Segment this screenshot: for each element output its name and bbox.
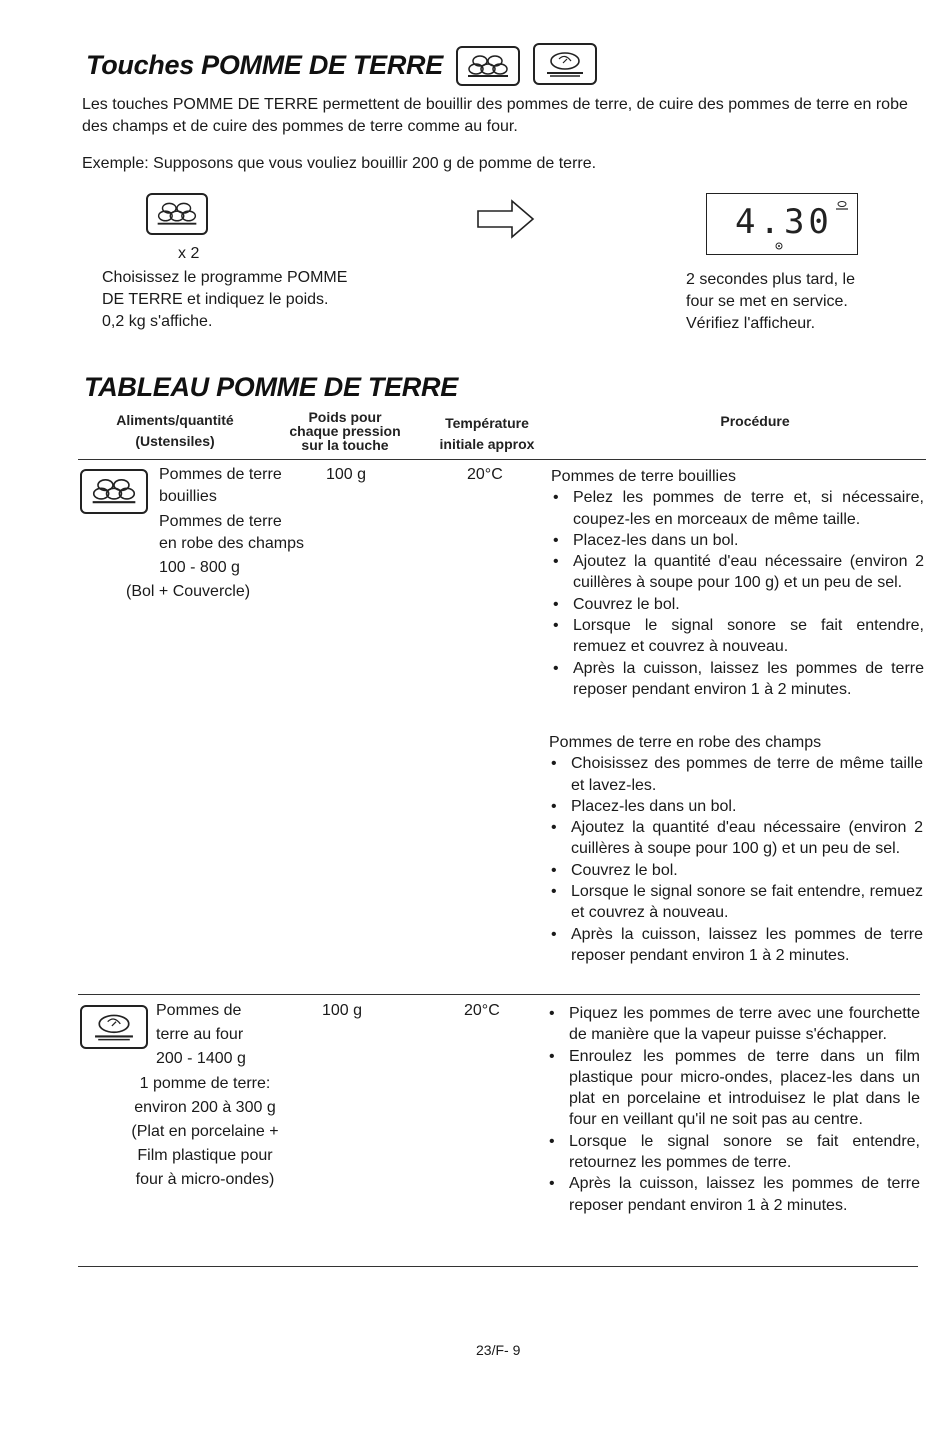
procedure-step: • Placez-les dans un bol. xyxy=(549,796,923,817)
procedure-step: • Lorsque le signal sonore se fait entendre, remuez et couvrez à nouveau. xyxy=(551,615,924,658)
potato-indicator-icon xyxy=(833,197,851,215)
example-sentence: Exemple: Supposons que vous vouliez bouillir 200 g de pomme de terre. xyxy=(82,155,597,172)
page-number: 23/F- 9 xyxy=(476,1342,521,1358)
procedure-step: • Pelez les pommes de terre et, si nécessaire, coupez-les en morceaux de même taille. xyxy=(551,487,924,530)
procedure-step: • Couvrez le bol. xyxy=(549,860,923,881)
header-food-line: (Ustensiles) xyxy=(135,433,215,449)
procedure-step: • Lorsque le signal sonore se fait entendre, remuez et couvrez à nouveau. xyxy=(549,881,923,924)
table-header-rule xyxy=(78,459,926,460)
row1-food-line: en robe des champs xyxy=(159,535,304,552)
procedure-step: • Enroulez les pommes de terre dans un film plastique pour micro-ondes, placez-les dans un plat en porcelaine et introduisez le plat dans le four en veillant qu'il ne soit pas au centre. xyxy=(547,1046,920,1131)
right-arrow-icon xyxy=(476,198,536,240)
header-temp-line: initiale approx xyxy=(439,436,535,452)
row1-temperature: 20°C xyxy=(467,466,503,483)
row1-procedure-jacket xyxy=(549,732,923,966)
step1-line: 0,2 kg s'affiche. xyxy=(102,313,213,330)
procedure-heading: Pommes de terre en robe des champs xyxy=(549,734,822,751)
row2-food-line: four à micro-ondes) xyxy=(135,1171,275,1188)
header-weight-line: chaque pression xyxy=(289,423,401,439)
row2-food-line: Film plastique pour xyxy=(137,1147,273,1164)
row2-weight: 100 g xyxy=(322,1002,363,1019)
section-title-potato-keys: Touches POMME DE TERRE xyxy=(86,50,443,80)
section-title-potato-table: TABLEAU POMME DE TERRE xyxy=(84,372,458,402)
table-bottom-rule xyxy=(78,1266,918,1267)
row2-food-line: Pommes de xyxy=(156,1002,242,1019)
header-weight xyxy=(272,410,418,452)
row1-food-line: bouillies xyxy=(159,488,217,505)
procedure-step: • Ajoutez la quantité d'eau nécessaire (environ 2 cuillères à soupe pour 100 g) et un peu de sel. xyxy=(549,817,923,860)
procedure-step: • Ajoutez la quantité d'eau nécessaire (environ 2 cuillères à soupe pour 100 g) et un peu de sel. xyxy=(551,551,924,594)
row1-procedure-boiled xyxy=(551,466,924,700)
header-food-line: Aliments/quantité xyxy=(116,412,234,428)
row1-food-line: Pommes de terre xyxy=(159,513,282,530)
step2-line: four se met en service. xyxy=(686,293,848,310)
step2-line: Vérifiez l'afficheur. xyxy=(686,315,816,332)
header-weight-line: Poids pour xyxy=(308,409,382,425)
procedure-step: • Lorsque le signal sonore se fait entendre, retournez les pommes de terre. xyxy=(547,1131,920,1174)
cooking-indicator-icon xyxy=(774,241,784,251)
step2-line: 2 secondes plus tard, le xyxy=(686,271,855,288)
row2-food-name xyxy=(156,1000,246,1070)
procedure-step: • Couvrez le bol. xyxy=(551,594,924,615)
row2-food-line: terre au four xyxy=(156,1026,244,1043)
row1-food-names xyxy=(159,464,304,555)
row1-food-line: Pommes de terre xyxy=(159,466,282,483)
press-count: x 2 xyxy=(178,245,200,262)
procedure-step: • Placez-les dans un bol. xyxy=(551,530,924,551)
header-food xyxy=(90,410,260,452)
procedure-step: • Après la cuisson, laissez les pommes de terre reposer pendant environ 1 à 2 minutes. xyxy=(547,1173,920,1216)
step2-text xyxy=(686,269,855,335)
row2-food-line: 1 pomme de terre: xyxy=(139,1075,271,1092)
row1-weight-range: 100 - 800 g xyxy=(159,559,240,576)
boiled-potato-key-icon xyxy=(146,193,208,235)
procedure-step: • Choisissez des pommes de terre de même taille et lavez-les. xyxy=(549,753,923,796)
boiled-potato-key-icon xyxy=(80,469,148,514)
oven-display xyxy=(706,193,858,255)
boiled-potato-key-icon xyxy=(456,46,520,86)
row2-procedure xyxy=(547,1003,920,1216)
row1-weight: 100 g xyxy=(326,466,367,483)
procedure-step: • Après la cuisson, laissez les pommes de terre reposer pendant environ 1 à 2 minutes. xyxy=(551,658,924,701)
baked-potato-key-icon xyxy=(533,43,597,85)
step1-text xyxy=(102,267,347,333)
procedure-step: • Après la cuisson, laissez les pommes de terre reposer pendant environ 1 à 2 minutes. xyxy=(549,924,923,967)
row2-food-line: 200 - 1400 g xyxy=(156,1050,246,1067)
row2-food-line: environ 200 à 300 g xyxy=(134,1099,276,1116)
display-value: 4.30 xyxy=(735,202,833,242)
row2-temperature: 20°C xyxy=(464,1002,500,1019)
step1-line: DE TERRE et indiquez le poids. xyxy=(102,291,329,308)
header-temperature xyxy=(420,413,554,455)
header-weight-line: sur la touche xyxy=(301,437,389,453)
row2-food-details xyxy=(110,1072,300,1192)
intro-paragraph: Les touches POMME DE TERRE permettent de bouillir des pommes de terre, de cuire des pommes de terre en robe des champs et de cuire des pommes de terre comme au four. xyxy=(82,96,908,135)
header-temp-line: Température xyxy=(445,415,529,431)
header-procedure: Procédure xyxy=(720,413,790,429)
step1-line: Choisissez le programme POMME xyxy=(102,269,348,286)
table-row-rule xyxy=(78,994,920,995)
procedure-heading: Pommes de terre bouillies xyxy=(551,468,736,485)
procedure-step: • Piquez les pommes de terre avec une fourchette de manière que la vapeur puisse s'échapper. xyxy=(547,1003,920,1046)
row2-food-line: (Plat en porcelaine + xyxy=(131,1123,279,1140)
row1-utensil: (Bol + Couvercle) xyxy=(126,583,251,600)
baked-potato-key-icon xyxy=(80,1005,148,1049)
